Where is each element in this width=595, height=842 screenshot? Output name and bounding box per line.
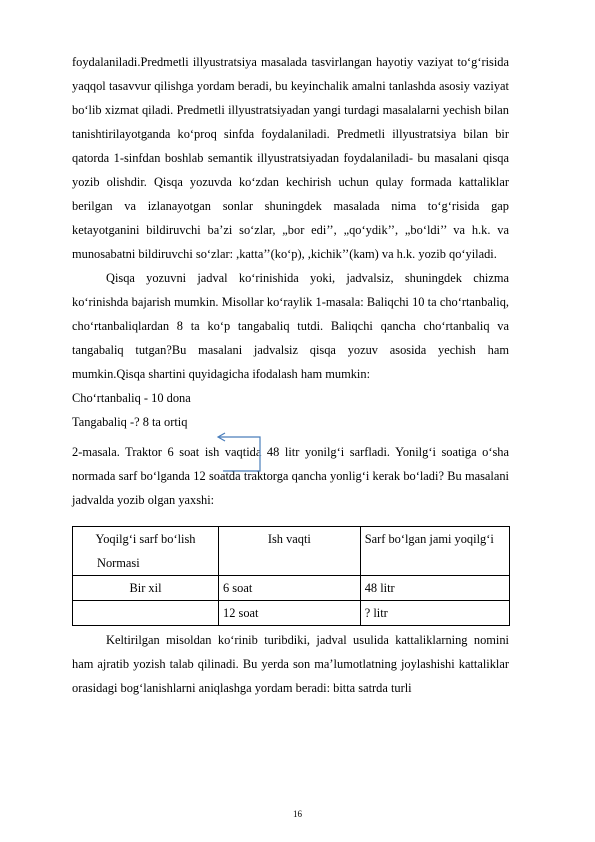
page-number: 16 xyxy=(293,809,302,819)
table-header-work-time: Ish vaqti xyxy=(219,527,361,576)
bracket-arrow-icon xyxy=(215,431,265,475)
table-cell: 6 soat xyxy=(219,576,361,601)
table-cell: ? litr xyxy=(360,601,509,626)
document-body xyxy=(72,50,509,700)
table-cell: 48 litr xyxy=(360,576,509,601)
fuel-table xyxy=(72,526,510,626)
table-row xyxy=(73,576,510,601)
table-cell: Bir xil xyxy=(73,576,219,601)
table-header-norm xyxy=(73,527,219,576)
paragraph-illustration: foydalaniladi.Predmetli illyustratsiya masalada tasvirlangan hayotiy vaziyat to‘g‘risida yaqqol tasavvur qilishga yordam beradi, bu keyinchalik amalni tanlashda asosiy vaziyat bo‘lib xizmat qiladi. Predmetli illyustratsiyadan yangi turdagi masalalarni yechish bilan tanishtirilayotganda ko‘proq sinfda foydalaniladi. Predmetli illyustratsiya bilan bir qatorda 1-sinfdan boshlab semantik illyustratsiyadan foydalaniladi- bu masalani qisqa yozib olishdir. Qisqa yozuvda ko‘zdan kechirish uchun qulay formada kattaliklar berilgan va izlanayotgan sonlar shuningdek masalada nima to‘g‘risida gap ketayotganini bildiruvchi ba’zi so‘zlar, „bor edi’’, „qo‘ydik’’, „bo‘ldi’’ va h.k. va munosabatni bildiruvchi so‘zlar: ,katta’’(ko‘p), ,kichik’’(kam) va h.k. yozib qo‘yiladi. xyxy=(72,55,509,261)
table-header-total-fuel: Sarf bo‘lgan jami yoqilg‘i xyxy=(360,527,509,576)
condition-line-pike: Cho‘rtanbaliq - 10 dona xyxy=(72,391,191,405)
paragraph-short-note: Qisqa yozuvni jadval ko‘rinishida yoki, jadvalsiz, shuningdek chizma ko‘rinishda bajarish mumkin. Misollar ko‘raylik 1-masala: Baliqchi 10 ta cho‘rtanbaliq, cho‘rtanbaliqlardan 8 ta ko‘p tangabaliq tutdi. Baliqchi qancha cho‘rtanbaliq va tangabaliq tutgan?Bu masalani jadvalsiz qisqa yozuv asosida yechish ham mumkin.Qisqa shartini quyidagicha ifodalash ham mumkin: xyxy=(72,271,509,381)
condition-line-tangabaliq: Tangabaliq -? 8 ta ortiq xyxy=(72,415,188,429)
table-cell xyxy=(73,601,219,626)
table-header-norm-line1: Yoqilg‘i sarf bo‘lish xyxy=(95,532,196,546)
table-cell: 12 soat xyxy=(219,601,361,626)
table-row xyxy=(73,601,510,626)
paragraph-problem-2: 2-masala. Traktor 6 soat ish vaqtida 48 litr yonilg‘i sarfladi. Yonilg‘i soatiga o‘sha normada sarf bo‘lganda 12 soatda traktorga qancha yonlig‘i kerak bo‘ladi? Bu masalani jadvalda yozib olgan yaxshi: xyxy=(72,445,509,507)
table-header-row xyxy=(73,527,510,576)
paragraph-conclusion: Keltirilgan misoldan ko‘rinib turibdiki, jadval usulida kattaliklarning nomini ham ajratib yozish talab qilinadi. Bu yerda son ma’lumotlatning joylashishi kattaliklar orasidagi bog‘lanishlarni aniqlashga yordam beradi: bitta satrda turli xyxy=(72,633,509,695)
table-header-norm-line2: Normasi xyxy=(97,556,140,570)
